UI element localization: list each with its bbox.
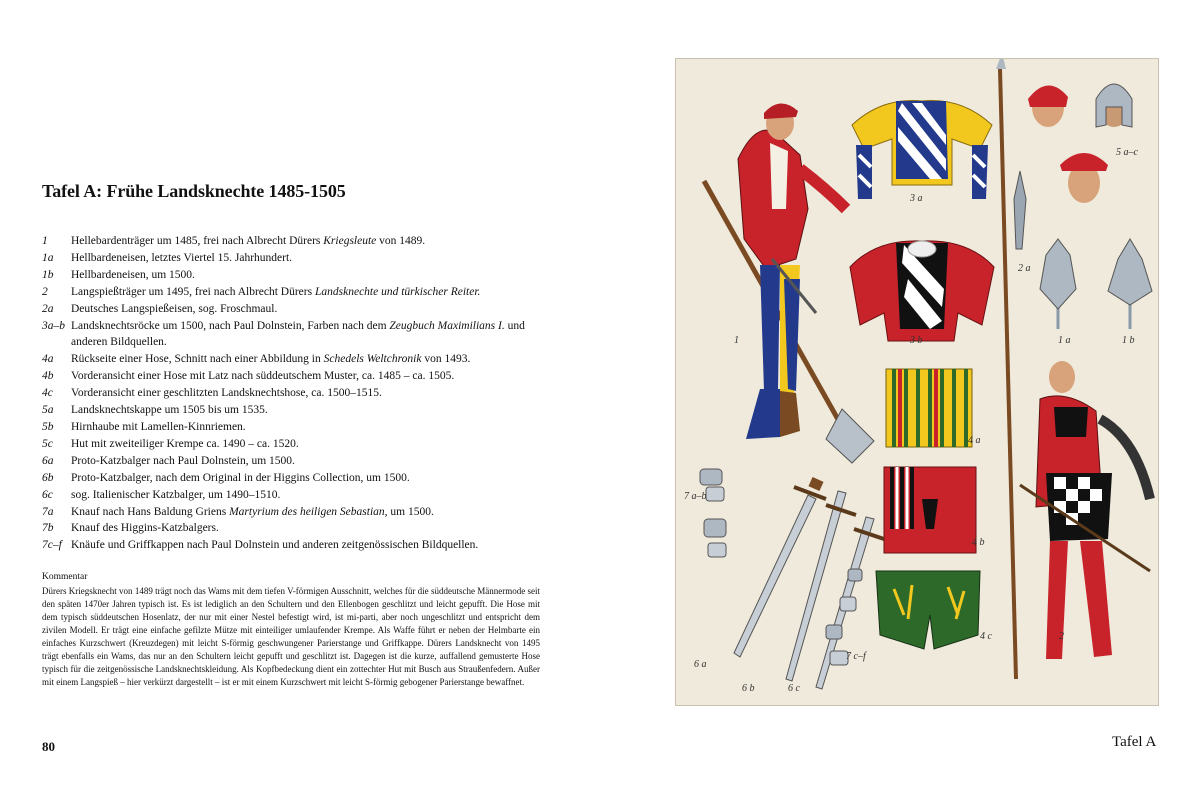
page-number: 80 [42, 739, 55, 754]
legend-item [42, 537, 542, 554]
plate-illustration [676, 59, 1160, 707]
legend-item [42, 301, 542, 318]
legend-code: 7c–f [42, 539, 62, 552]
legend-text: Knäufe und Griffkappen nach Paul Dolnstein und anderen zeitgenössischen Bildquellen. [71, 539, 479, 552]
legend-text: Hellebardenträger um 1485, frei nach Albrecht Dürers Kriegsleute von 1489. [71, 235, 426, 247]
doublet-3a [852, 101, 992, 200]
plate-label: 4 b [972, 537, 985, 548]
legend-code: 6b [42, 471, 54, 484]
legend-item [42, 284, 542, 301]
page-title: Tafel A: Frühe Landsknechte 1485-1505 [42, 181, 346, 201]
legend-item [42, 453, 542, 470]
legend-code: 5c [42, 437, 53, 450]
plate-label: 6 c [788, 683, 800, 694]
legend-text: sog. Italienischer Katzbalger, um 1490–1510. [71, 488, 281, 501]
plate-label: 2 a [1018, 263, 1031, 274]
legend-item [42, 233, 542, 250]
legend-item [42, 470, 542, 487]
halberdier-figure [704, 103, 874, 463]
legend-item [42, 318, 542, 335]
legend-code: 4a [42, 353, 54, 366]
plate-label: 7 a–b [684, 491, 707, 502]
legend-code: 6c [42, 488, 53, 501]
plate-label: 1 [734, 335, 739, 346]
legend-code: 1 [42, 235, 48, 247]
plate-label: 1 a [1058, 335, 1071, 346]
legend-code: 2a [42, 302, 54, 315]
legend-item [42, 250, 542, 267]
legend-item [42, 334, 542, 351]
plate-label: 3 a [910, 193, 923, 204]
legend-code: 1a [42, 251, 54, 264]
plate-label: 6 a [694, 659, 707, 670]
legend-text: Hirnhaube mit Lamellen-Kinnriemen. [71, 420, 246, 433]
legend-text: Vorderansicht einer geschlitzten Landsknechtshose, ca. 1500–1515. [71, 387, 382, 400]
plate-label: 2 [1059, 631, 1064, 642]
legend-code: 4b [42, 370, 54, 383]
legend-code: 7a [42, 505, 54, 518]
legend-code: 5b [42, 420, 54, 433]
legend-text: Proto-Katzbalger, nach dem Original in der Higgins Collection, um 1500. [71, 471, 410, 484]
legend-item [42, 368, 542, 385]
plate-label: 7 c–f [846, 651, 866, 662]
doublet-3b [850, 241, 994, 341]
legend-text: anderen Bildquellen. [71, 336, 167, 349]
legend-list [42, 233, 542, 554]
legend-code: 3a–b [42, 319, 65, 332]
plate-label: 3 b [910, 335, 923, 346]
plate-label: 4 a [968, 435, 981, 446]
plate-label: 4 c [980, 631, 992, 642]
legend-code [42, 334, 71, 351]
legend-code: 2 [42, 285, 48, 298]
legend-code: 7b [42, 522, 54, 535]
plate-label: 6 b [742, 683, 755, 694]
plate-label: 5 a–c [1116, 147, 1138, 158]
right-page [600, 0, 1200, 792]
legend-item [42, 487, 542, 504]
legend-text: Deutsches Langspießeisen, sog. Froschmaul. [71, 302, 278, 315]
legend-text: Proto-Katzbalger nach Paul Dolnstein, um 1500. [71, 454, 295, 467]
legend-text: Hellbardeneisen, um 1500. [71, 268, 195, 281]
legend-code: 6a [42, 454, 54, 467]
hose-4a [886, 369, 972, 447]
legend-item [42, 419, 542, 436]
legend-text: Landsknechtsröcke um 1500, nach Paul Dolnstein, Farben nach dem Zeugbuch Maximilians I. und [71, 319, 525, 332]
legend-text: Hut mit zweiteiliger Krempe ca. 1490 – ca. 1520. [71, 437, 299, 450]
legend-item [42, 504, 542, 521]
legend-text: Langspießträger um 1495, frei nach Albrecht Dürers Landsknechte und türkischer Reiter. [71, 285, 481, 298]
comment-heading: Kommentar [42, 572, 88, 582]
legend-text: Knauf nach Hans Baldung Griens Martyrium des heiligen Sebastian, um 1500. [71, 505, 434, 518]
plate-label: 1 b [1122, 335, 1135, 346]
comment-body: Dürers Kriegsknecht von 1489 trägt noch das Wams mit dem tiefen V-förmigen Ausschnitt, welches für die süddeutsche Männermode seit den späten 1470er Jahren typisch ist. Es ist lediglich an den Schultern und den Ellenbogen geschlitzt und leicht gepufft. Die Hose mit dem typisch süddeutschen Hosenlatz, der nur mit einer Nestel befestigt wird, ist mi-parti, aber noch ungeschlitzt und entspricht dem zivilen Modell. Er trägt eine einfache gefilzte Mütze mit einteiliger umlaufender Krempe. Als Waffe führt er neben der Helmbarte ein einfaches Kurzschwert (Kreuzdegen) mit leicht S-förmig geschwungener Parierstange und Griffkappe. Dürers Landsknecht von 1495 trägt ebenfalls ein Wams, das nur an den Schultern leicht gepufft und geschlitzt ist. Dagegen ist die kurze, auffallend gemusterte Hose typisch für die zeitgenössische Landsknechtskleidung. Als Kopfbedeckung dient ein zottechter Hut mit Busch aus Straußenfedern. Außer mit einem Langspieß – hier verkürzt dargestellt – ist er mit einem Kurzschwert mit leicht S-förmig gebogener Parierstange bewaffnet. [42, 586, 540, 687]
legend-text: Hellbardeneisen, letztes Viertel 15. Jahrhundert. [71, 251, 293, 264]
legend-text: Knauf des Higgins-Katzbalgers. [71, 522, 219, 535]
legend-code: 4c [42, 387, 53, 400]
legend-item [42, 351, 542, 368]
legend-text: Rückseite einer Hose, Schnitt nach einer Abbildung in Schedels Weltchronik von 1493. [71, 353, 471, 366]
heads-5a-c [1028, 84, 1132, 203]
running-head: Tafel A [1112, 734, 1157, 750]
hose-4b [884, 467, 976, 553]
hose-4c [876, 571, 980, 649]
illustration-plate [675, 58, 1159, 706]
legend-item [42, 436, 542, 453]
legend-item [42, 385, 542, 402]
legend-item [42, 520, 542, 537]
legend-code: 1b [42, 268, 54, 281]
legend-item [42, 402, 542, 419]
legend-item [42, 267, 542, 284]
legend-text: Landsknechtskappe um 1505 bis um 1535. [71, 404, 268, 417]
legend-text: Vorderansicht einer Hose mit Latz nach süddeutschem Muster, ca. 1485 – ca. 1505. [71, 370, 455, 383]
legend-code: 5a [42, 404, 54, 417]
